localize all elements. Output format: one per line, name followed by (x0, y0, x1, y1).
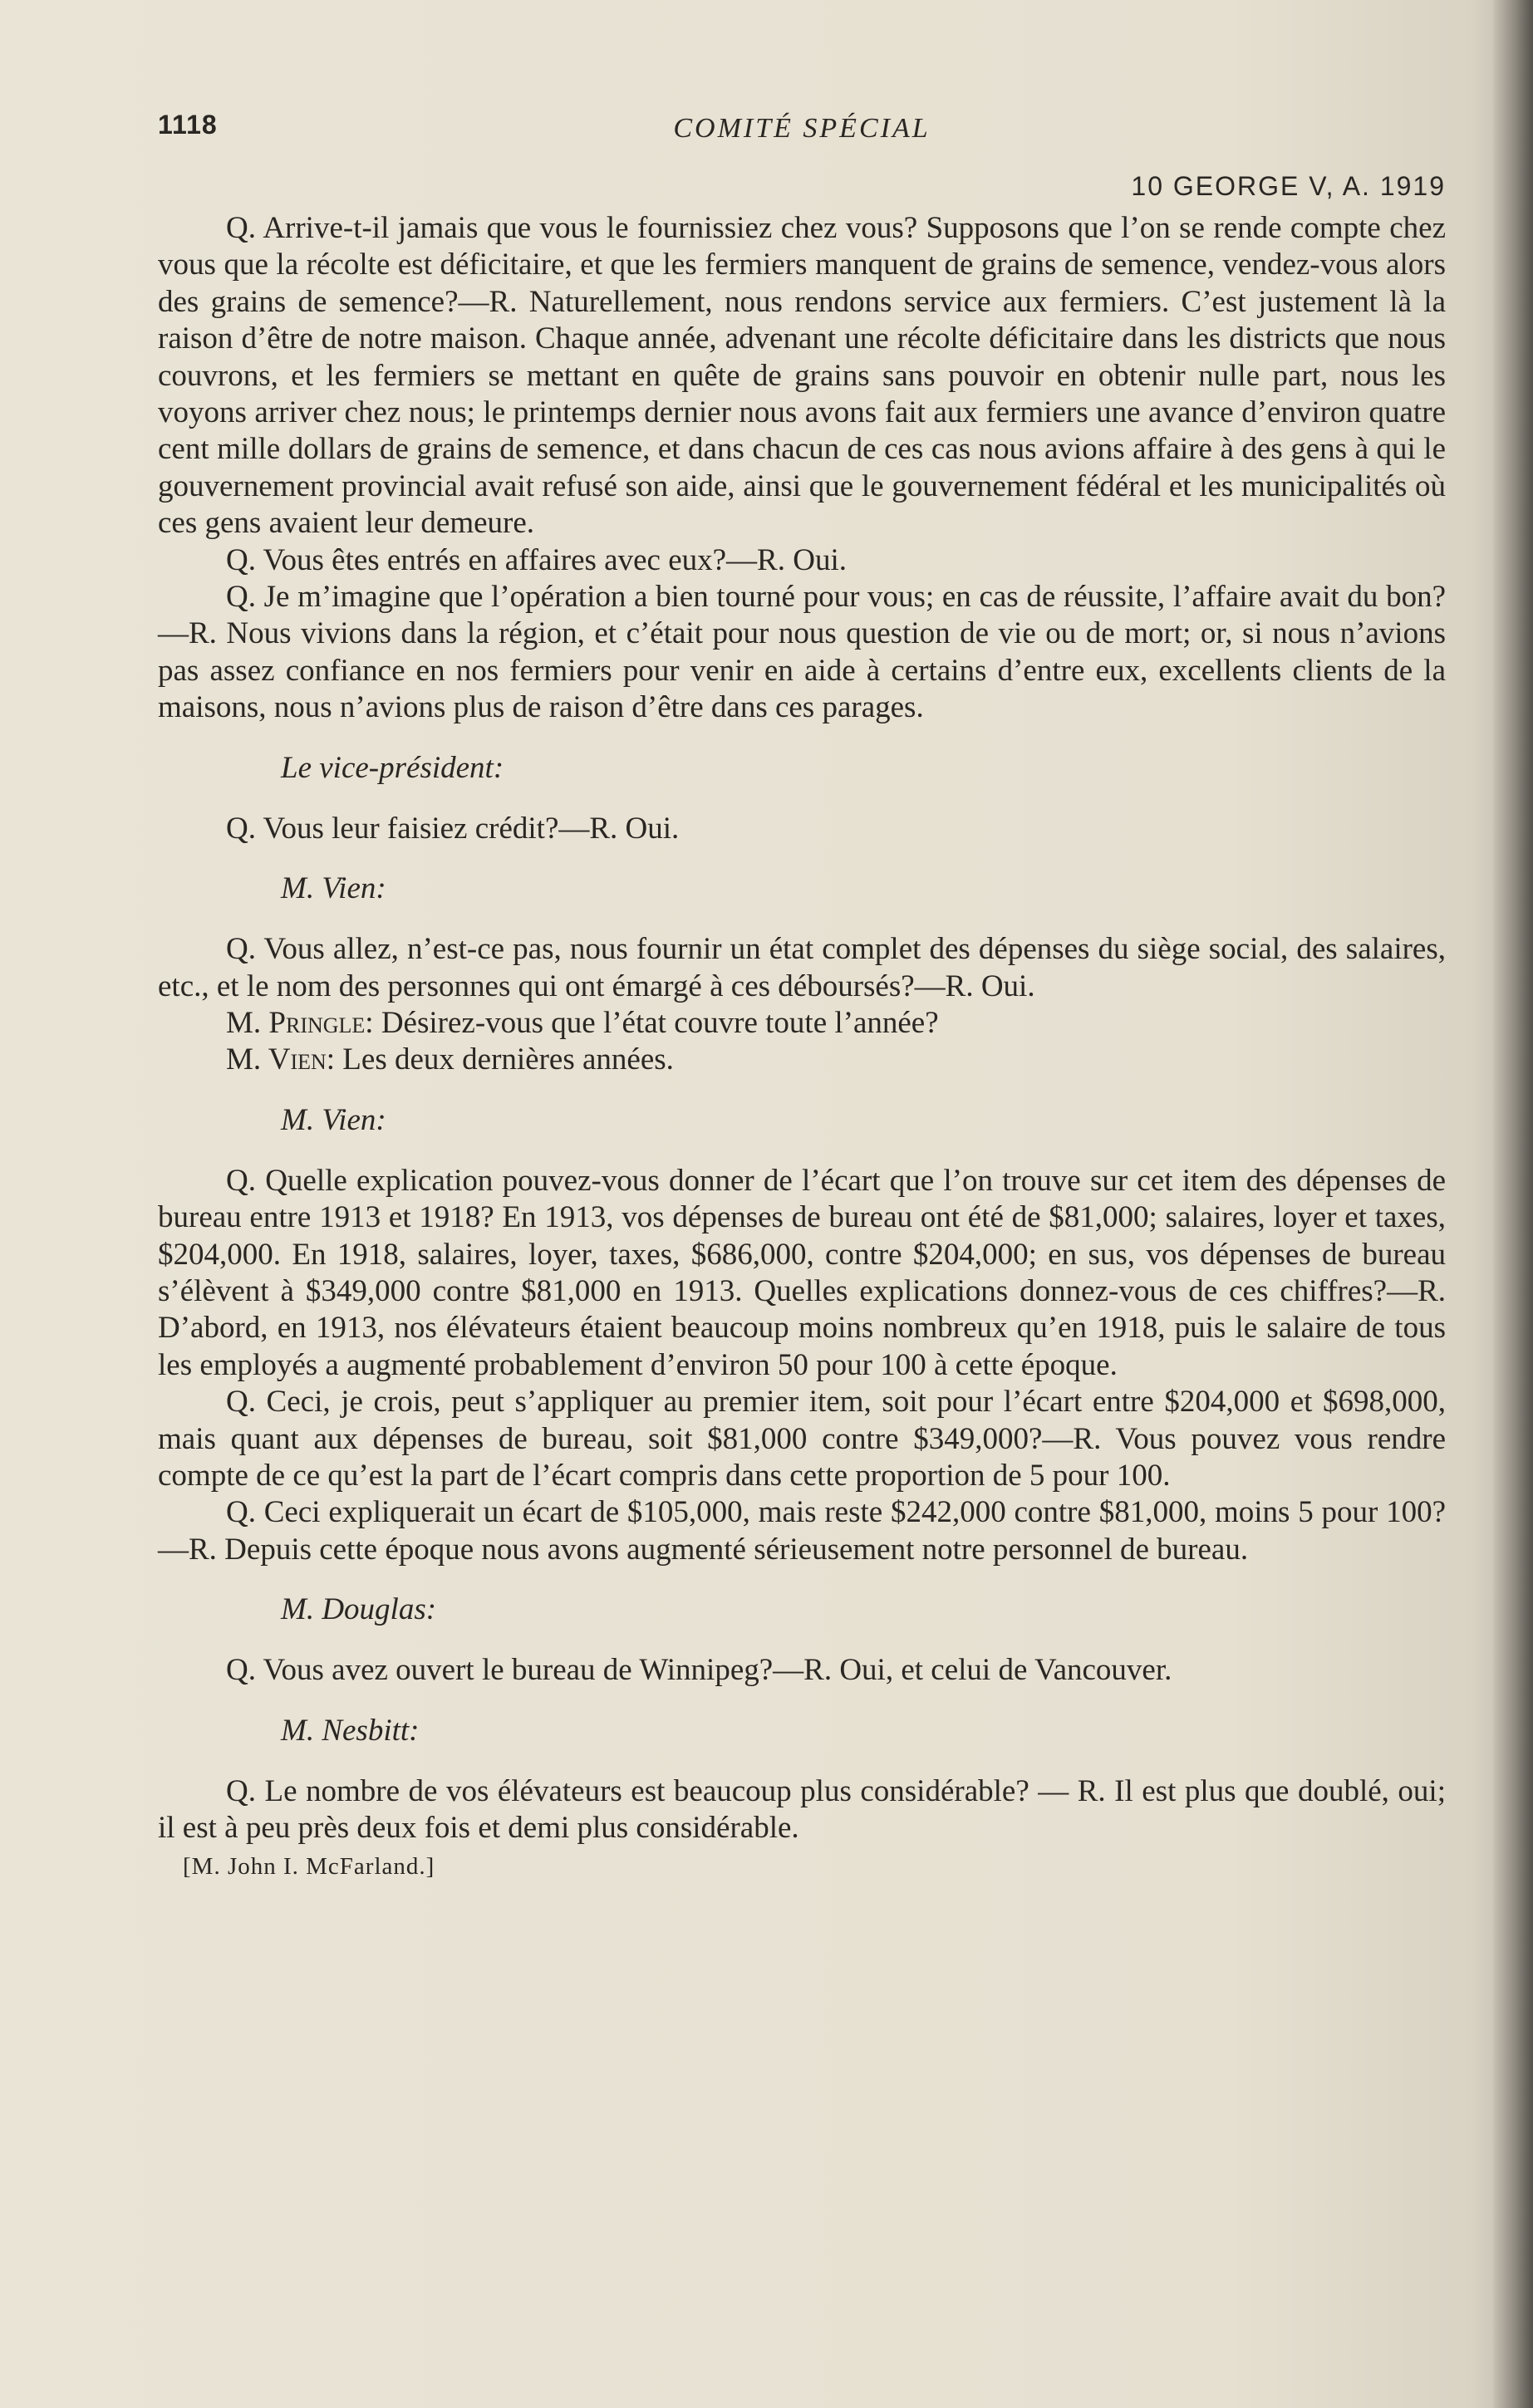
statement-pringle (158, 1005, 1446, 1042)
paragraph-2: Q. Vous êtes entrés en affaires avec eux?—R. Oui. (226, 542, 847, 577)
speaker-name-vien: M. Vien: (226, 1042, 336, 1077)
statement-vien-text: Les deux dernières années. (335, 1042, 674, 1077)
paragraph-9: Q. Ceci, je crois, peut s’appliquer au premier item, soit pour l’écart entre $204,000 et $698,000, mais quant aux dépenses de bureau, soit $81,000 contre $349,000?—R. Vous pouvez vous rendre compte de ce qu’est la part de l’écart compris dans cette proportion de 5 pour 100. (158, 1385, 1446, 1493)
speaker-heading-douglas: M. Douglas: (281, 1592, 437, 1627)
speaker-heading-vien: M. Vien: (281, 871, 386, 906)
paragraph-4: Q. Vous leur faisiez crédit?—R. Oui. (226, 811, 680, 846)
speaker-heading-vien-2: M. Vien: (281, 1102, 386, 1137)
running-title: COMITÉ SPÉCIAL (673, 113, 931, 144)
speaker-name-pringle: M. Pringle: (226, 1005, 374, 1040)
paragraph-3: Q. Je m’imagine que l’opération a bien tourné pour vous; en cas de réussite, l’affaire avait du bon?—R. Nous vivions dans la région, et c’était pour nous question de vie ou de mort; or, si nous n’avions pas assez confiance en nos fermiers pour venir en aide à certains d’entre eux, excellents clients de la maisons, nous n’avions plus de raison d’être dans ces parages. (158, 580, 1446, 725)
witness-footnote: [M. John I. McFarland.] (183, 1853, 435, 1881)
statement-pringle-text: Désirez-vous que l’état couvre toute l’année? (373, 1005, 939, 1040)
page-content (158, 100, 1446, 1881)
book-spine-shadow (1493, 0, 1533, 2408)
statement-vien (158, 1042, 1446, 1078)
paragraph-11: Q. Vous avez ouvert le bureau de Winnipeg?—R. Oui, et celui de Vancouver. (226, 1653, 1172, 1688)
speaker-heading-nesbitt: M. Nesbitt: (281, 1713, 420, 1748)
paragraph-1: Q. Arrive-t-il jamais que vous le fournissiez chez vous? Supposons que l’on se rende compte chez vous que la récolte est déficitaire, et que les fermiers manquent de grains de semence, vendez-vous alors des grains de semence?—R. Naturellement, nous rendons service aux fermiers. C’est justement là la raison d’être de notre maison. Chaque année, advenant une récolte déficitaire dans les districts que nous couvrons, et les fermiers se mettant en quête de grains sans pouvoir en obtenir nulle part, nous les voyons arriver chez nous; le printemps dernier nous avons fait aux fermiers une avance d’environ quatre cent mille dollars de grains de semence, et dans chacun de ces cas nous avions affaire à des gens à qui le gouvernement provincial avait refusé son aide, ainsi que le gouvernement fédéral et les municipalités où ces gens avaient leur demeure. (158, 211, 1446, 541)
session-line: 10 GEORGE V, A. 1919 (1131, 171, 1446, 201)
speaker-heading-vice-president: Le vice-président: (281, 750, 504, 785)
paragraph-5: Q. Vous allez, n’est-ce pas, nous fournir un état complet des dépenses du siège social, des salaires, etc., et le nom des personnes qui ont émargé à ces déboursés?—R. Oui. (158, 932, 1446, 1003)
paragraph-8: Q. Quelle explication pouvez-vous donner de l’écart que l’on trouve sur cet item des dépenses de bureau entre 1913 et 1918? En 1913, vos dépenses de bureau ont été de $81,000; salaires, loyer et taxes, $204,000. En 1918, salaires, loyer, taxes, $686,000, contre $204,000; en sus, vos dépenses de bureau s’élèvent à $349,000 contre $81,000 en 1913. Quelles explications donnez-vous de ces chiffres?—R. D’abord, en 1913, nos élévateurs étaient beaucoup moins nombreux qu’en 1918, puis le salaire de tous les employés a augmenté probablement d’environ 50 pour 100 à cette époque. (158, 1163, 1446, 1382)
page-number: 1118 (158, 110, 218, 140)
page-header (158, 100, 1446, 166)
paragraph-12: Q. Le nombre de vos élévateurs est beaucoup plus considérable? — R. Il est plus que doublé, oui; il est à peu près deux fois et demi plus considérable. (158, 1773, 1446, 1845)
paragraph-10: Q. Ceci expliquerait un écart de $105,000, mais reste $242,000 contre $81,000, moins 5 pour 100?—R. Depuis cette époque nous avons augmenté sérieusement notre personnel de bureau. (158, 1495, 1446, 1567)
